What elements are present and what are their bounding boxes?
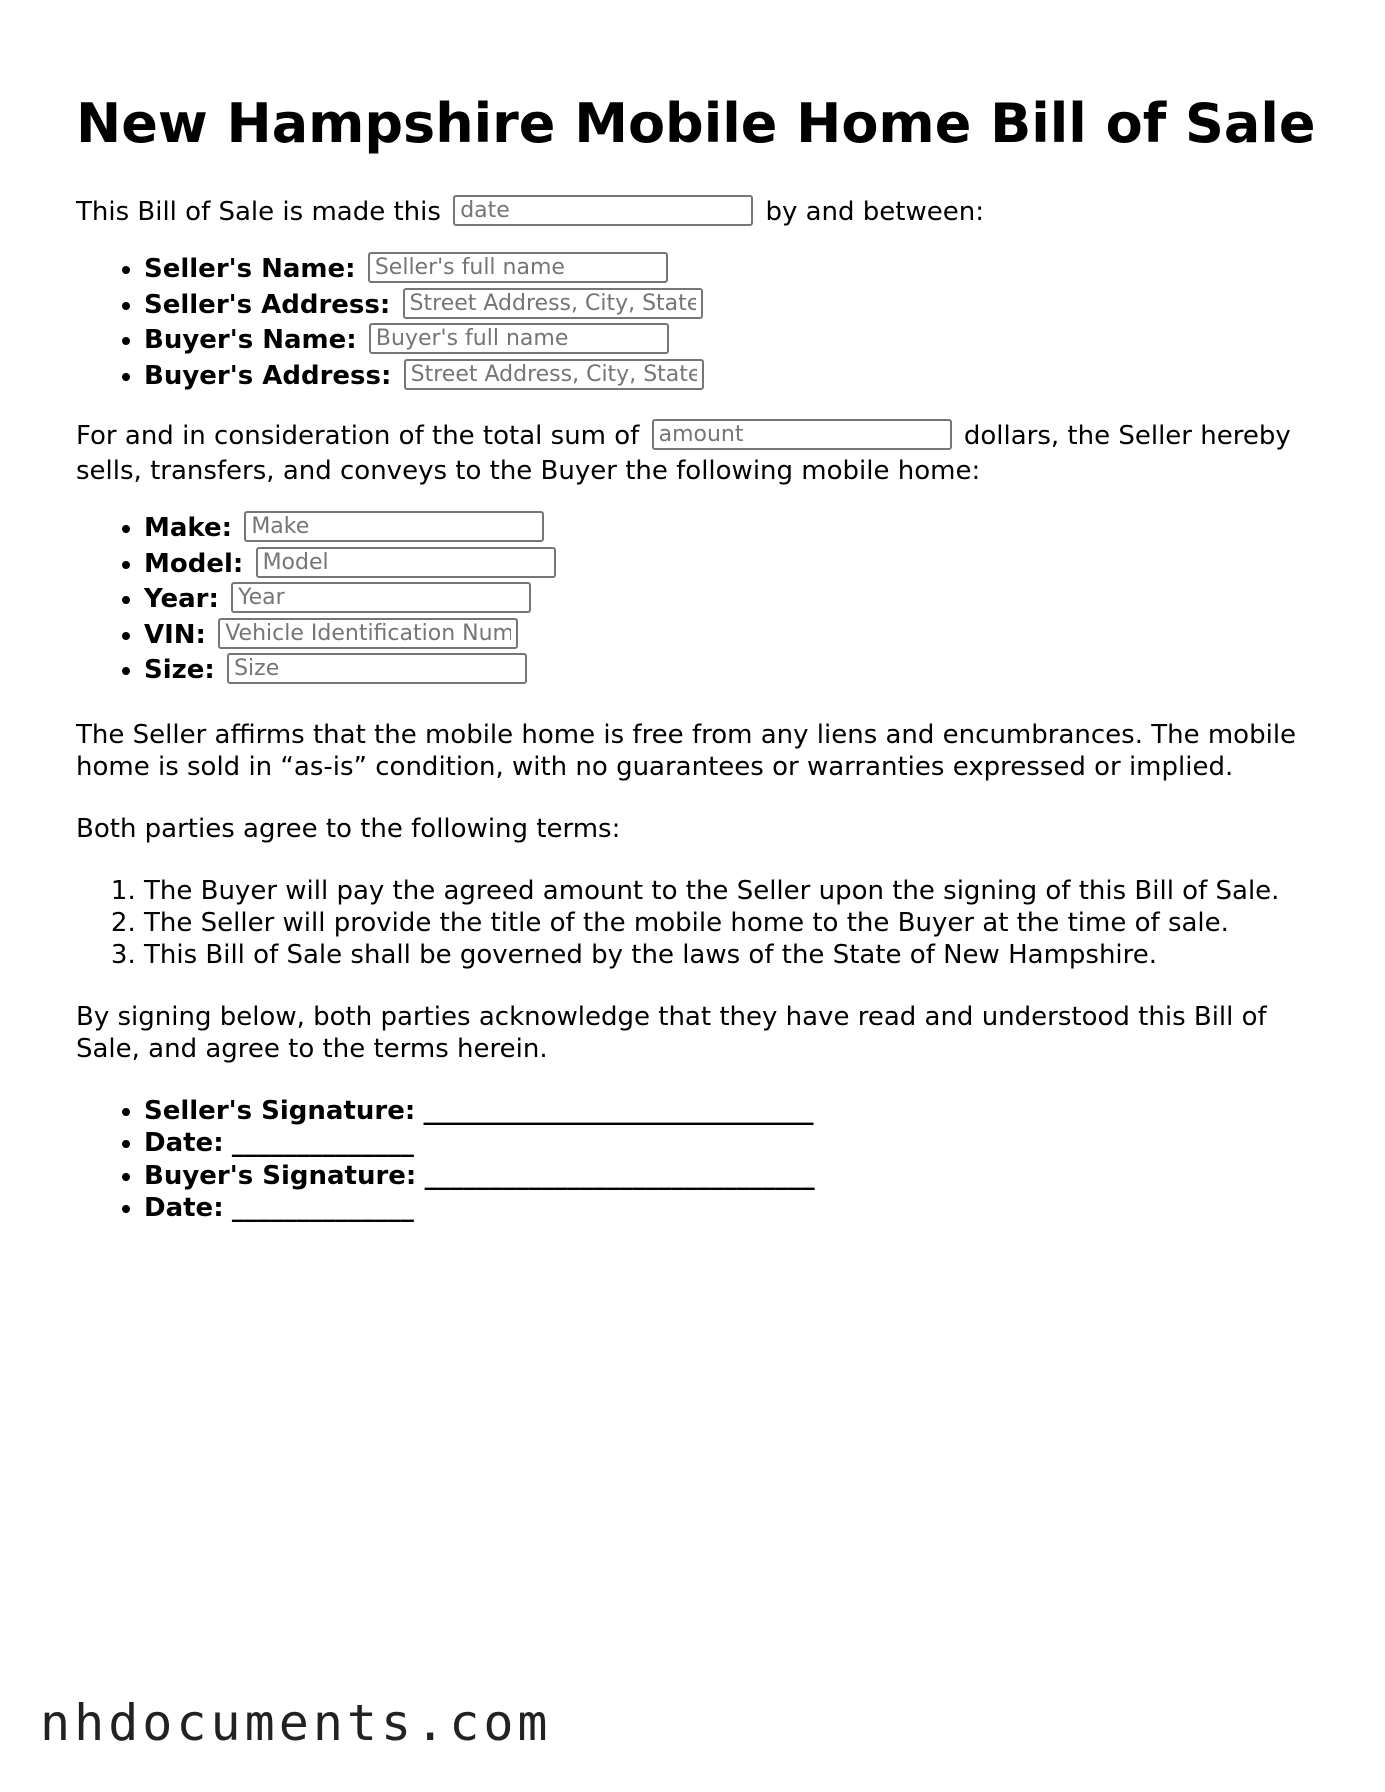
model-label: Model: bbox=[144, 548, 244, 579]
list-item bbox=[144, 359, 1316, 395]
make-label: Make: bbox=[144, 513, 233, 543]
list-item bbox=[144, 1095, 1316, 1128]
list-item bbox=[144, 511, 1316, 547]
size-input[interactable] bbox=[227, 653, 527, 684]
home-details-list bbox=[76, 511, 1316, 689]
consideration-text-before: For and in consideration of the total sum of bbox=[76, 421, 640, 451]
seller-signature-label: Seller's Signature: bbox=[144, 1095, 416, 1126]
list-item bbox=[144, 252, 1316, 288]
terms-intro: Both parties agree to the following terms: bbox=[76, 813, 621, 844]
year-input[interactable] bbox=[231, 582, 531, 613]
amount-input[interactable] bbox=[652, 419, 952, 450]
site-watermark: nhdocuments.com bbox=[40, 1694, 552, 1752]
signatures-list bbox=[76, 1095, 1316, 1225]
terms-list bbox=[76, 875, 1316, 971]
seller-date-line: ______________ bbox=[231, 1128, 414, 1158]
seller-signature-line: ______________________________ bbox=[423, 1095, 814, 1126]
list-item bbox=[144, 288, 1316, 324]
vin-input[interactable] bbox=[218, 618, 518, 649]
list-item bbox=[144, 547, 1316, 583]
intro-text-before: This Bill of Sale is made this bbox=[76, 197, 441, 227]
buyer-name-label: Buyer's Name: bbox=[144, 325, 357, 355]
seller-address-input[interactable] bbox=[403, 288, 703, 319]
consideration-text-after: dollars, the Seller hereby sells, transfers, and conveys to the Buyer the following mobile home: bbox=[76, 421, 1291, 486]
buyer-signature-line: ______________________________ bbox=[424, 1160, 815, 1191]
list-item bbox=[144, 1192, 1316, 1225]
document-page bbox=[76, 92, 1316, 1225]
affirmation-paragraph: The Seller affirms that the mobile home is free from any liens and encumbrances. The mobile home is sold in “as-is” condition, with no guarantees or warranties expressed or implied. bbox=[76, 719, 1297, 782]
consideration-paragraph bbox=[76, 419, 1316, 489]
seller-name-input[interactable] bbox=[368, 252, 668, 283]
vin-label: VIN: bbox=[144, 619, 206, 650]
intro-text-after: by and between: bbox=[765, 197, 984, 227]
buyer-address-input[interactable] bbox=[404, 359, 704, 390]
acknowledgement-paragraph: By signing below, both parties acknowledge that they have read and understood this Bill of Sale, and agree to the terms herein. bbox=[76, 1001, 1267, 1064]
term-item: 3. This Bill of Sale shall be governed by the laws of the State of New Hampshire. bbox=[144, 939, 1316, 971]
buyer-name-input[interactable] bbox=[369, 323, 669, 354]
year-label: Year: bbox=[144, 584, 219, 614]
list-item bbox=[144, 1127, 1316, 1160]
date-input[interactable] bbox=[453, 195, 753, 226]
buyer-address-label: Buyer's Address: bbox=[144, 360, 392, 391]
seller-address-label: Seller's Address: bbox=[144, 289, 391, 320]
intro-paragraph bbox=[76, 196, 1316, 228]
buyer-signature-label: Buyer's Signature: bbox=[144, 1160, 417, 1191]
list-item bbox=[144, 653, 1316, 689]
document-title: New Hampshire Mobile Home Bill of Sale bbox=[76, 92, 1316, 155]
list-item bbox=[144, 618, 1316, 654]
seller-name-label: Seller's Name: bbox=[144, 254, 356, 284]
seller-date-label: Date: bbox=[144, 1128, 224, 1158]
term-item: 2. The Seller will provide the title of the mobile home to the Buyer at the time of sale. bbox=[144, 907, 1316, 939]
list-item bbox=[144, 1160, 1316, 1193]
model-input[interactable] bbox=[256, 547, 556, 578]
size-label: Size: bbox=[144, 655, 215, 685]
make-input[interactable] bbox=[244, 511, 544, 542]
buyer-date-label: Date: bbox=[144, 1193, 224, 1223]
buyer-date-line: ______________ bbox=[231, 1193, 414, 1223]
parties-list bbox=[76, 252, 1316, 394]
list-item bbox=[144, 582, 1316, 618]
list-item bbox=[144, 323, 1316, 359]
term-item: 1. The Buyer will pay the agreed amount to the Seller upon the signing of this Bill of Sale. bbox=[144, 875, 1316, 907]
